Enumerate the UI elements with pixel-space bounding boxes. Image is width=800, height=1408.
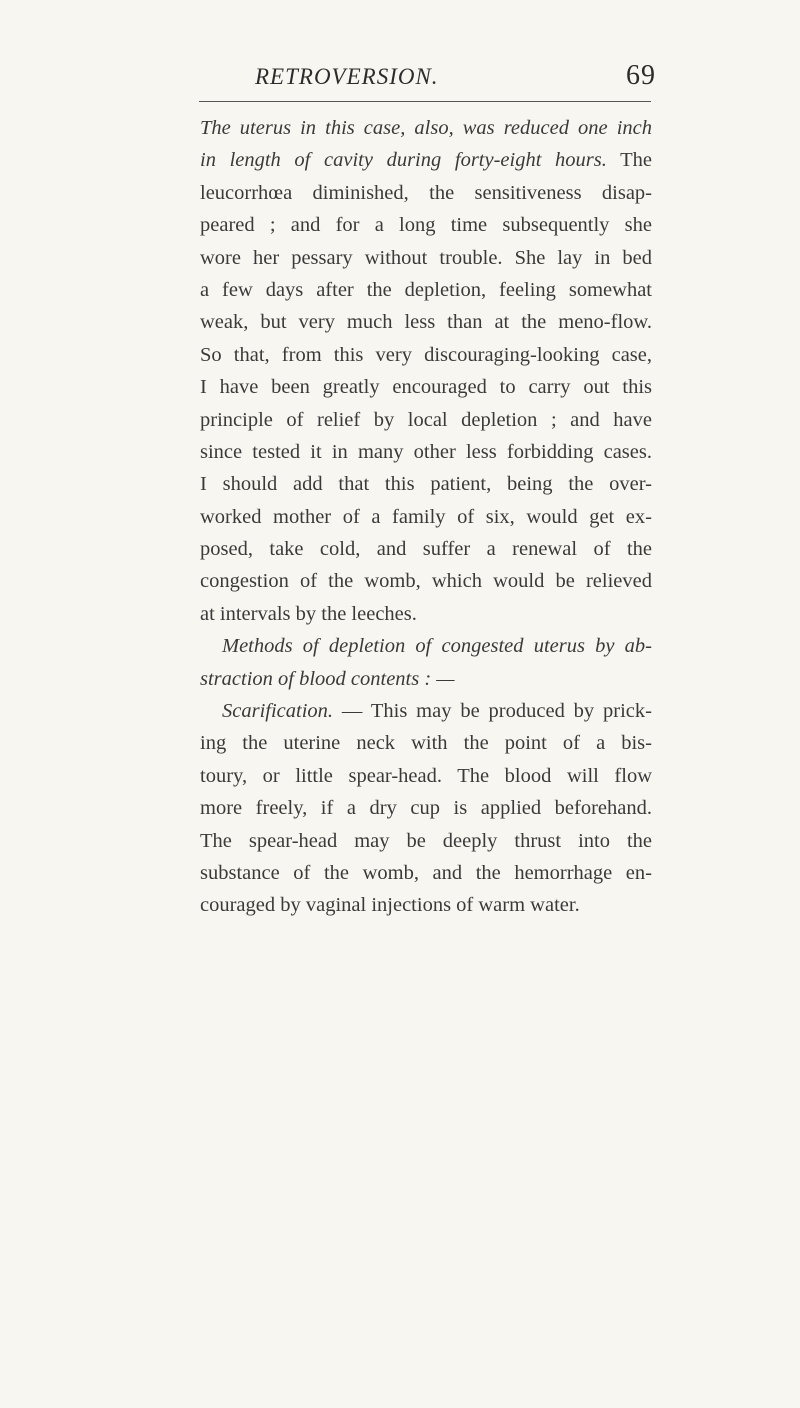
body-text: [200, 112, 652, 922]
text-line: weak, but very much less than at the meno-flow.: [200, 311, 652, 334]
text-line: a few days after the depletion, feeling somewhat: [200, 278, 652, 301]
text-line: worked mother of a family of six, would get ex-: [200, 505, 652, 528]
text-line: I should add that this patient, being the over-: [200, 473, 652, 496]
text-line: in length of cavity during forty-eight hours. The: [200, 149, 652, 172]
text-line: principle of relief by local depletion ; and have: [200, 408, 652, 431]
text-line: peared ; and for a long time subsequently she: [200, 214, 652, 237]
text-line: posed, take cold, and suffer a renewal of the: [200, 538, 652, 561]
running-head: [255, 56, 656, 96]
running-title: RETROVERSION.: [255, 64, 439, 89]
text-line: Scarification. — This may be produced by prick-: [222, 700, 652, 723]
text-line: I have been greatly encouraged to carry out this: [200, 376, 652, 399]
text-line: since tested it in many other less forbidding cases.: [200, 440, 652, 463]
text-line: So that, from this very discouraging-looking case,: [200, 343, 652, 366]
text-line: more freely, if a dry cup is applied beforehand.: [200, 797, 652, 820]
text-line: wore her pessary without trouble. She lay in bed: [200, 246, 652, 269]
text-line: at intervals by the leeches.: [200, 602, 417, 625]
text-line: ing the uterine neck with the point of a bis-: [200, 732, 652, 755]
text-line: congestion of the womb, which would be relieved: [200, 570, 652, 593]
text-line: toury, or little spear-head. The blood will flow: [200, 764, 652, 787]
header-rule: [199, 101, 651, 102]
text-line: substance of the womb, and the hemorrhage en-: [200, 861, 652, 884]
text-line: couraged by vaginal injections of warm water.: [200, 894, 580, 917]
page-number: 69: [626, 60, 656, 91]
text-line: The uterus in this case, also, was reduced one inch: [200, 117, 652, 139]
section-heading-line: Methods of depletion of congested uterus by ab-: [222, 635, 652, 658]
text-line: leucorrhœa diminished, the sensitiveness disap-: [200, 181, 652, 204]
section-heading-line: straction of blood contents : —: [200, 667, 455, 690]
text-line: The spear-head may be deeply thrust into the: [200, 829, 652, 852]
